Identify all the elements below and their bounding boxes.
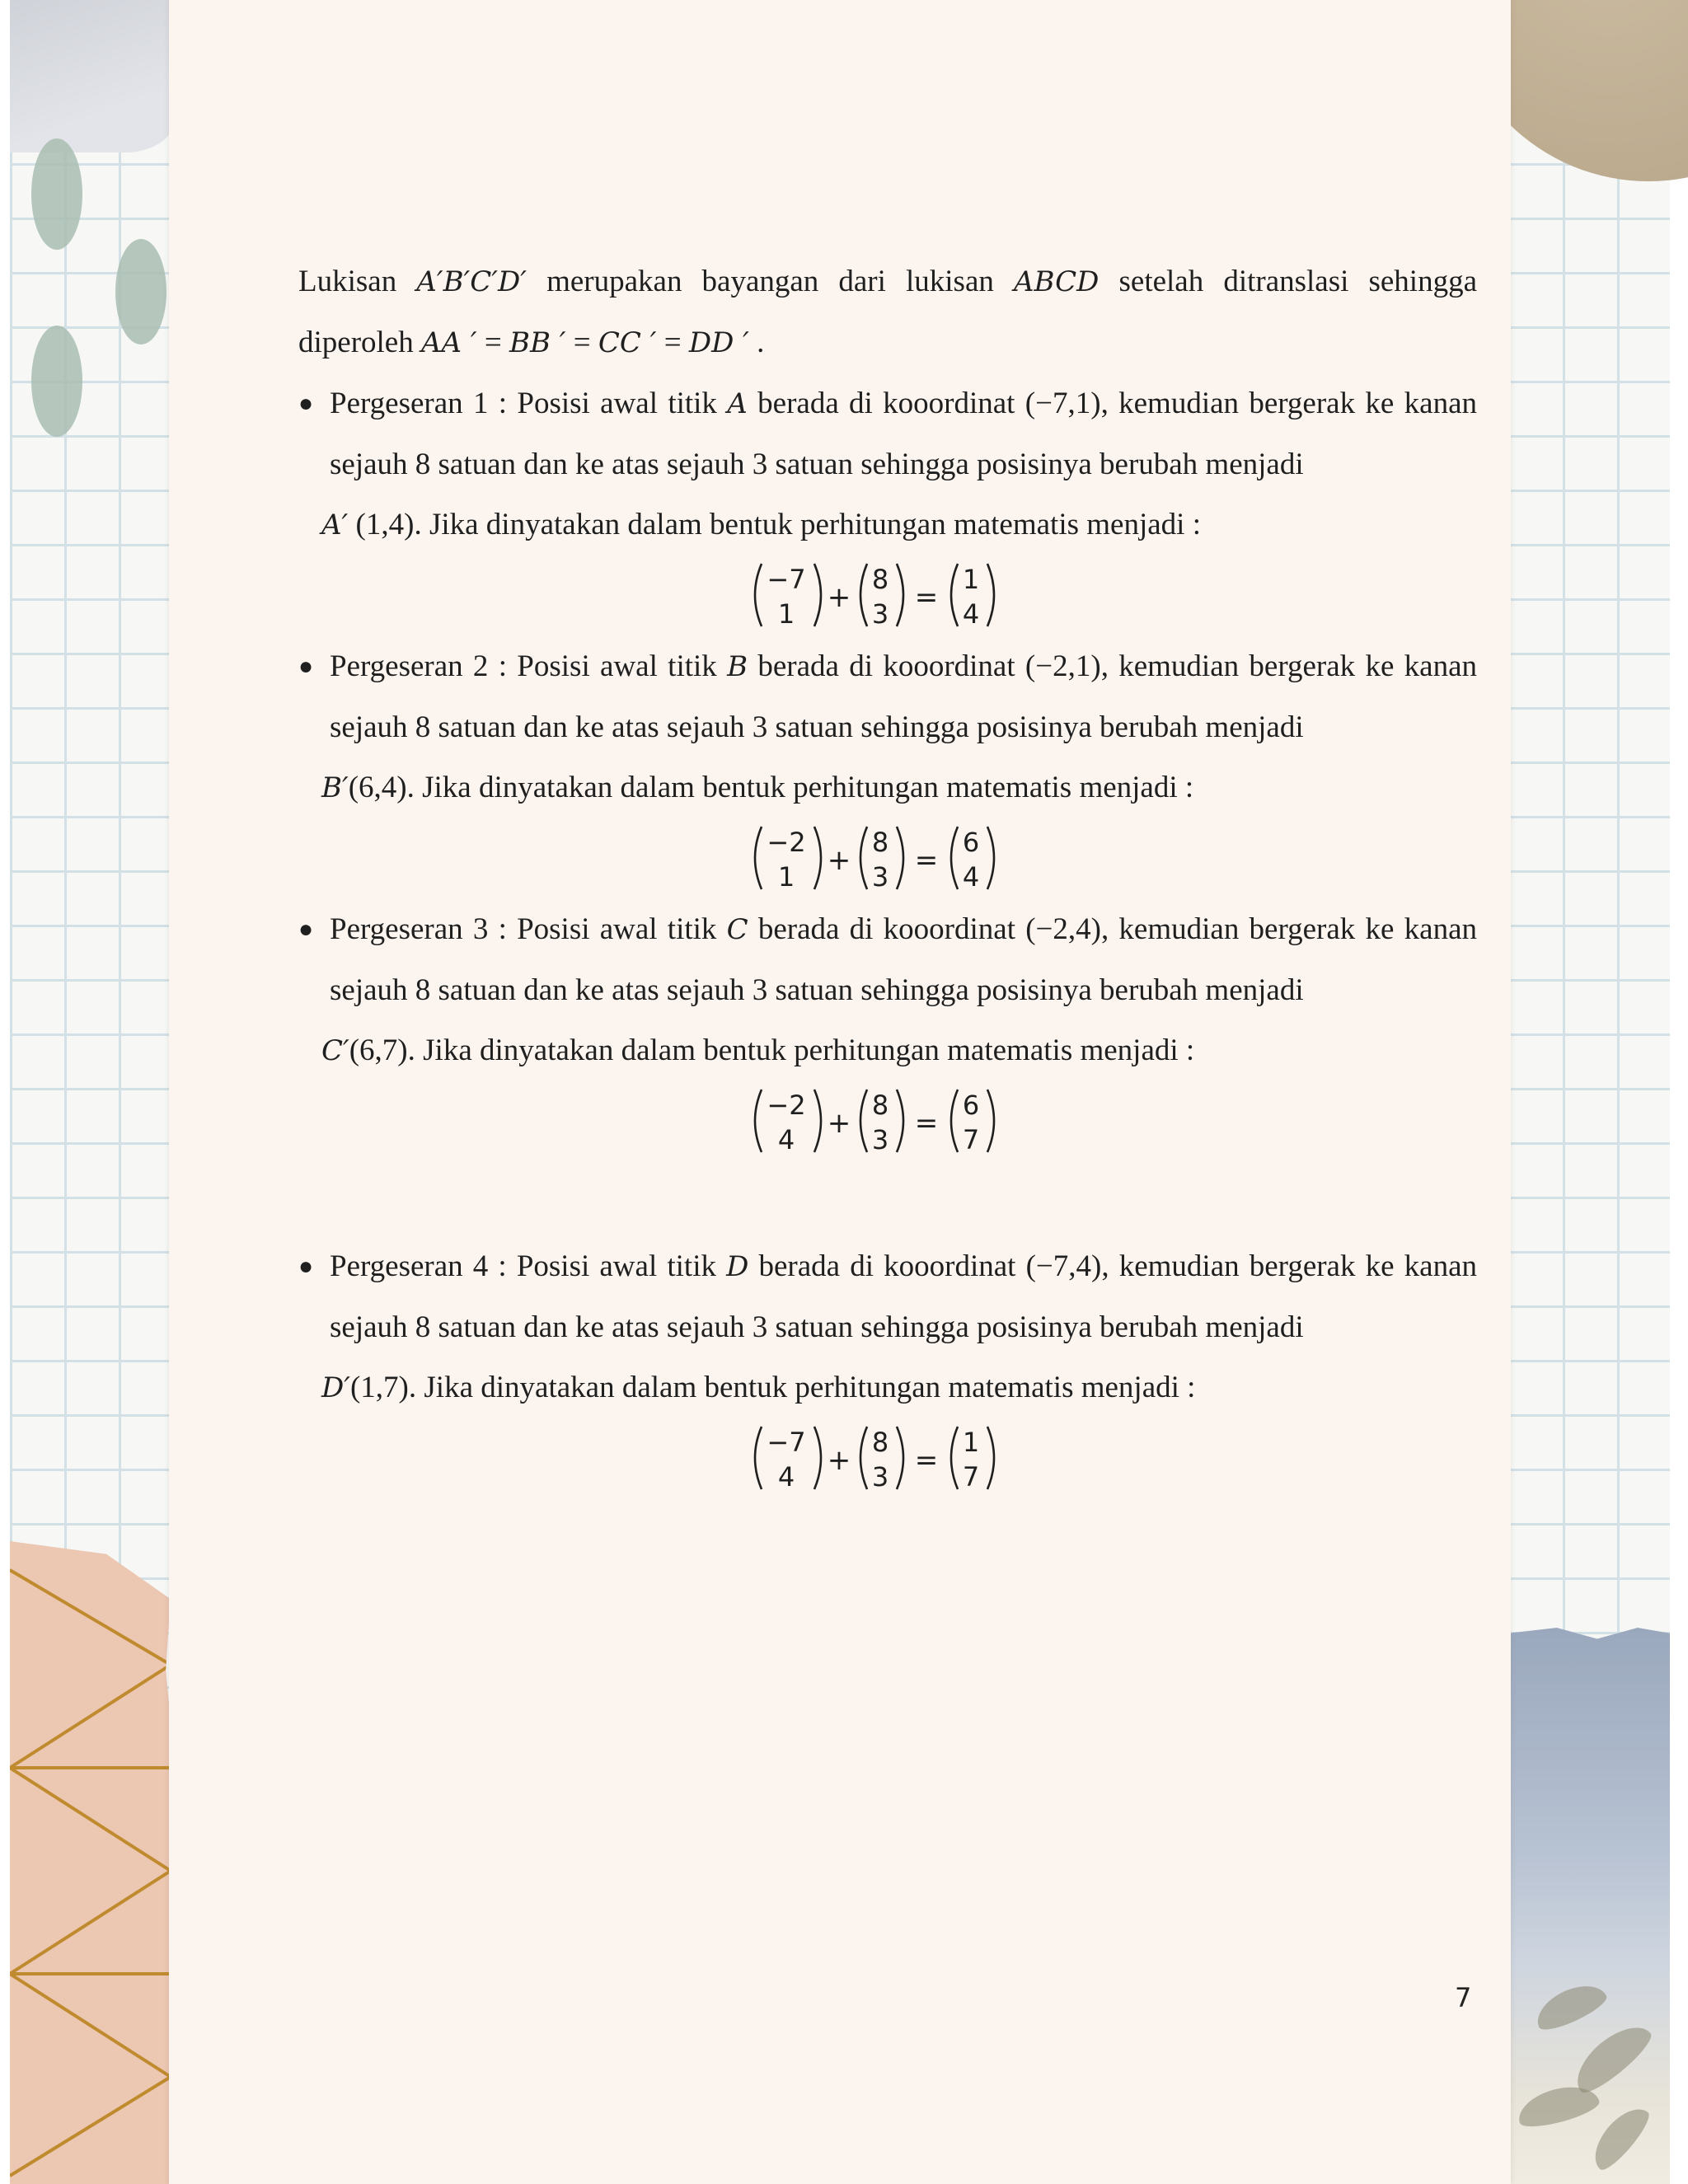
plus-sign: + (827, 844, 851, 877)
left-parenthesis (755, 564, 762, 626)
translation-item (298, 1236, 1477, 1499)
vector-entry: 4 (962, 598, 980, 630)
item-phrase: berada di kooordinat (748, 1249, 1026, 1283)
start-coordinate: (−7,4) (1025, 1249, 1102, 1283)
vector-entry: 1 (777, 861, 795, 893)
translation-item (298, 373, 1477, 636)
start-coordinate: (−2,4) (1025, 912, 1101, 946)
vector-formula (330, 818, 1477, 899)
bullet-icon: ● (298, 916, 314, 943)
bullet-icon: ● (298, 390, 314, 417)
result-coordinate: (6,7) (349, 1033, 408, 1067)
right-parenthesis (814, 1090, 821, 1152)
right-parenthesis (987, 564, 994, 626)
right-parenthesis (814, 564, 821, 626)
result-point-name: D′ (321, 1371, 350, 1404)
item-phrase: : Posisi awal titik (488, 1249, 727, 1283)
right-parenthesis (897, 1090, 903, 1152)
plus-sign: + (827, 1444, 851, 1477)
equals-sign: = (914, 1107, 939, 1140)
intro-text: Lukisan (298, 265, 417, 298)
left-parenthesis (951, 1090, 958, 1152)
item-phrase: . Jika dinyatakan dalam bentuk perhitungan matematis menjadi : (408, 1371, 1196, 1404)
pink-triangle-collage (10, 1541, 171, 2184)
vector-entry: −2 (767, 1090, 806, 1121)
item-label: Pergeseran 1 (330, 387, 489, 420)
vector-entry: 3 (871, 1124, 889, 1155)
right-parenthesis (814, 1427, 821, 1489)
equals-sign: = (914, 1444, 939, 1477)
translation-item (298, 636, 1477, 899)
vector-entry: −7 (767, 1427, 806, 1458)
green-pebble-decoration (31, 138, 82, 250)
item-text (321, 899, 1478, 1081)
vector-entry: 7 (962, 1124, 980, 1155)
result-point-name: C′ (321, 1034, 349, 1067)
right-parenthesis (897, 564, 903, 626)
vector-formula (330, 1418, 1477, 1499)
result-line (321, 494, 1477, 555)
item-phrase: : Posisi awal titik (488, 387, 728, 420)
left-parenthesis (951, 564, 958, 626)
intro-paragraph (298, 251, 1477, 373)
item-phrase: : Posisi awal titik (488, 649, 728, 683)
point-name: B (727, 650, 748, 683)
result-point-name: A′ (321, 509, 349, 541)
intro-text: merupakan bayangan dari lukisan (527, 265, 1014, 298)
result-coordinate: (1,7) (349, 1371, 409, 1404)
left-parenthesis (755, 1090, 762, 1152)
right-parenthesis (987, 827, 994, 889)
vector-entry: 1 (962, 1427, 980, 1458)
vector-entry: 1 (777, 598, 795, 630)
vector-entry: 3 (871, 1461, 889, 1493)
formula-graphic (750, 1422, 1030, 1496)
item-phrase: , kemudian bergerak ke kanan sejauh 8 satuan dan ke atas sejauh 3 satuan sehingga posisinya berubah menjadi (330, 1249, 1478, 1344)
leaf-decoration (1565, 2015, 1657, 2100)
item-phrase: , kemudian bergerak ke kanan sejauh 8 satuan dan ke atas sejauh 3 satuan sehingga posisinya berubah menjadi (330, 912, 1478, 1007)
formula-graphic (750, 559, 1030, 633)
item-phrase: berada di kooordinat (748, 649, 1025, 683)
result-coordinate: (1,4) (348, 508, 415, 541)
item-label: Pergeseran 3 (330, 912, 489, 946)
math-expression: DD ′ (688, 326, 749, 359)
right-parenthesis (987, 1090, 994, 1152)
result-line (321, 757, 1477, 818)
vector-entry: 1 (962, 564, 980, 595)
green-pebble-decoration (115, 239, 166, 344)
result-coordinate: (6,4) (348, 771, 407, 804)
vector-entry: 7 (962, 1461, 980, 1493)
intro-text: = (476, 326, 509, 359)
start-coordinate: (−2,1) (1025, 649, 1101, 683)
page-edge-left (0, 0, 10, 2184)
leaf-decoration (1584, 2099, 1654, 2175)
vector-entry: 4 (777, 1461, 795, 1493)
page-number: 7 (1455, 1982, 1472, 2013)
vector-entry: 4 (777, 1124, 795, 1155)
left-parenthesis (860, 827, 867, 889)
start-coordinate: (−7,1) (1025, 387, 1101, 420)
gray-blob-decoration (10, 0, 175, 152)
math-expression: BB ′ (509, 326, 566, 359)
vector-entry: 3 (871, 861, 889, 893)
vector-entry: 8 (871, 1090, 889, 1121)
left-parenthesis (860, 1427, 867, 1489)
formula-graphic (750, 1085, 1030, 1159)
equals-sign: = (914, 581, 939, 614)
point-name: A (727, 387, 748, 420)
left-parenthesis (755, 827, 762, 889)
left-parenthesis (860, 1090, 867, 1152)
item-phrase: : Posisi awal titik (488, 912, 727, 946)
translation-list (298, 373, 1477, 1499)
vector-entry: 6 (962, 827, 980, 858)
item-phrase: berada di kooordinat (747, 387, 1025, 420)
math-expression: AA ′ (420, 326, 477, 359)
formula-graphic (750, 822, 1030, 896)
vector-entry: 8 (871, 1427, 889, 1458)
vector-entry: 4 (962, 861, 980, 893)
result-point-name: B′ (321, 771, 349, 804)
item-phrase: , kemudian bergerak ke kanan sejauh 8 satuan dan ke atas sejauh 3 satuan sehingga posisinya berubah menjadi (330, 649, 1478, 744)
left-parenthesis (951, 827, 958, 889)
right-parenthesis (987, 1427, 994, 1489)
point-name: D (726, 1250, 749, 1283)
vector-formula (330, 1081, 1477, 1162)
intro-text: = (656, 326, 689, 359)
plus-sign: + (827, 581, 851, 614)
green-pebble-decoration (31, 326, 82, 437)
result-line (321, 1357, 1477, 1418)
vector-formula (330, 555, 1477, 636)
translation-item (298, 899, 1477, 1162)
item-phrase: , kemudian bergerak ke kanan sejauh 8 satuan dan ke atas sejauh 3 satuan sehingga posisinya berubah menjadi (330, 387, 1478, 481)
intro-text: = (565, 326, 598, 359)
bullet-icon: ● (298, 1253, 314, 1280)
vector-entry: −7 (767, 564, 806, 595)
leaf-decoration (1530, 1976, 1611, 2036)
page-edge-right (1670, 0, 1688, 2184)
vector-entry: −2 (767, 827, 806, 858)
item-phrase: . Jika dinyatakan dalam bentuk perhitungan matematis menjadi : (407, 1033, 1195, 1067)
intro-text: setelah ditranslasi sehingga diperoleh (298, 265, 1478, 359)
vector-entry: 8 (871, 564, 889, 595)
item-phrase: . Jika dinyatakan dalam bentuk perhitungan matematis menjadi : (414, 508, 1201, 541)
right-parenthesis (814, 827, 821, 889)
vector-entry: 3 (871, 598, 889, 630)
equals-sign: = (914, 844, 939, 877)
vector-entry: 6 (962, 1090, 980, 1121)
item-text (321, 1236, 1478, 1418)
item-phrase: berada di kooordinat (748, 912, 1026, 946)
right-parenthesis (897, 827, 903, 889)
item-phrase: . Jika dinyatakan dalam bentuk perhitungan matematis menjadi : (406, 771, 1194, 804)
intro-text: . (748, 326, 765, 359)
item-text (321, 636, 1478, 818)
math-expression: A′B′C′D′ (416, 265, 527, 298)
math-expression: ABCD (1013, 265, 1100, 298)
bullet-icon: ● (298, 653, 314, 680)
left-parenthesis (860, 564, 867, 626)
item-text (321, 373, 1478, 555)
item-label: Pergeseran 2 (330, 649, 489, 683)
page-content (298, 251, 1477, 1499)
math-expression: CC ′ (598, 326, 657, 359)
triangle-lines (10, 1541, 171, 2184)
item-label: Pergeseran 4 (330, 1249, 489, 1283)
left-parenthesis (951, 1427, 958, 1489)
point-name: C (726, 913, 748, 946)
left-parenthesis (755, 1427, 762, 1489)
plus-sign: + (827, 1107, 851, 1140)
result-line (321, 1020, 1477, 1081)
right-parenthesis (897, 1427, 903, 1489)
vector-entry: 8 (871, 827, 889, 858)
blue-texture-collage (1508, 1628, 1670, 2184)
